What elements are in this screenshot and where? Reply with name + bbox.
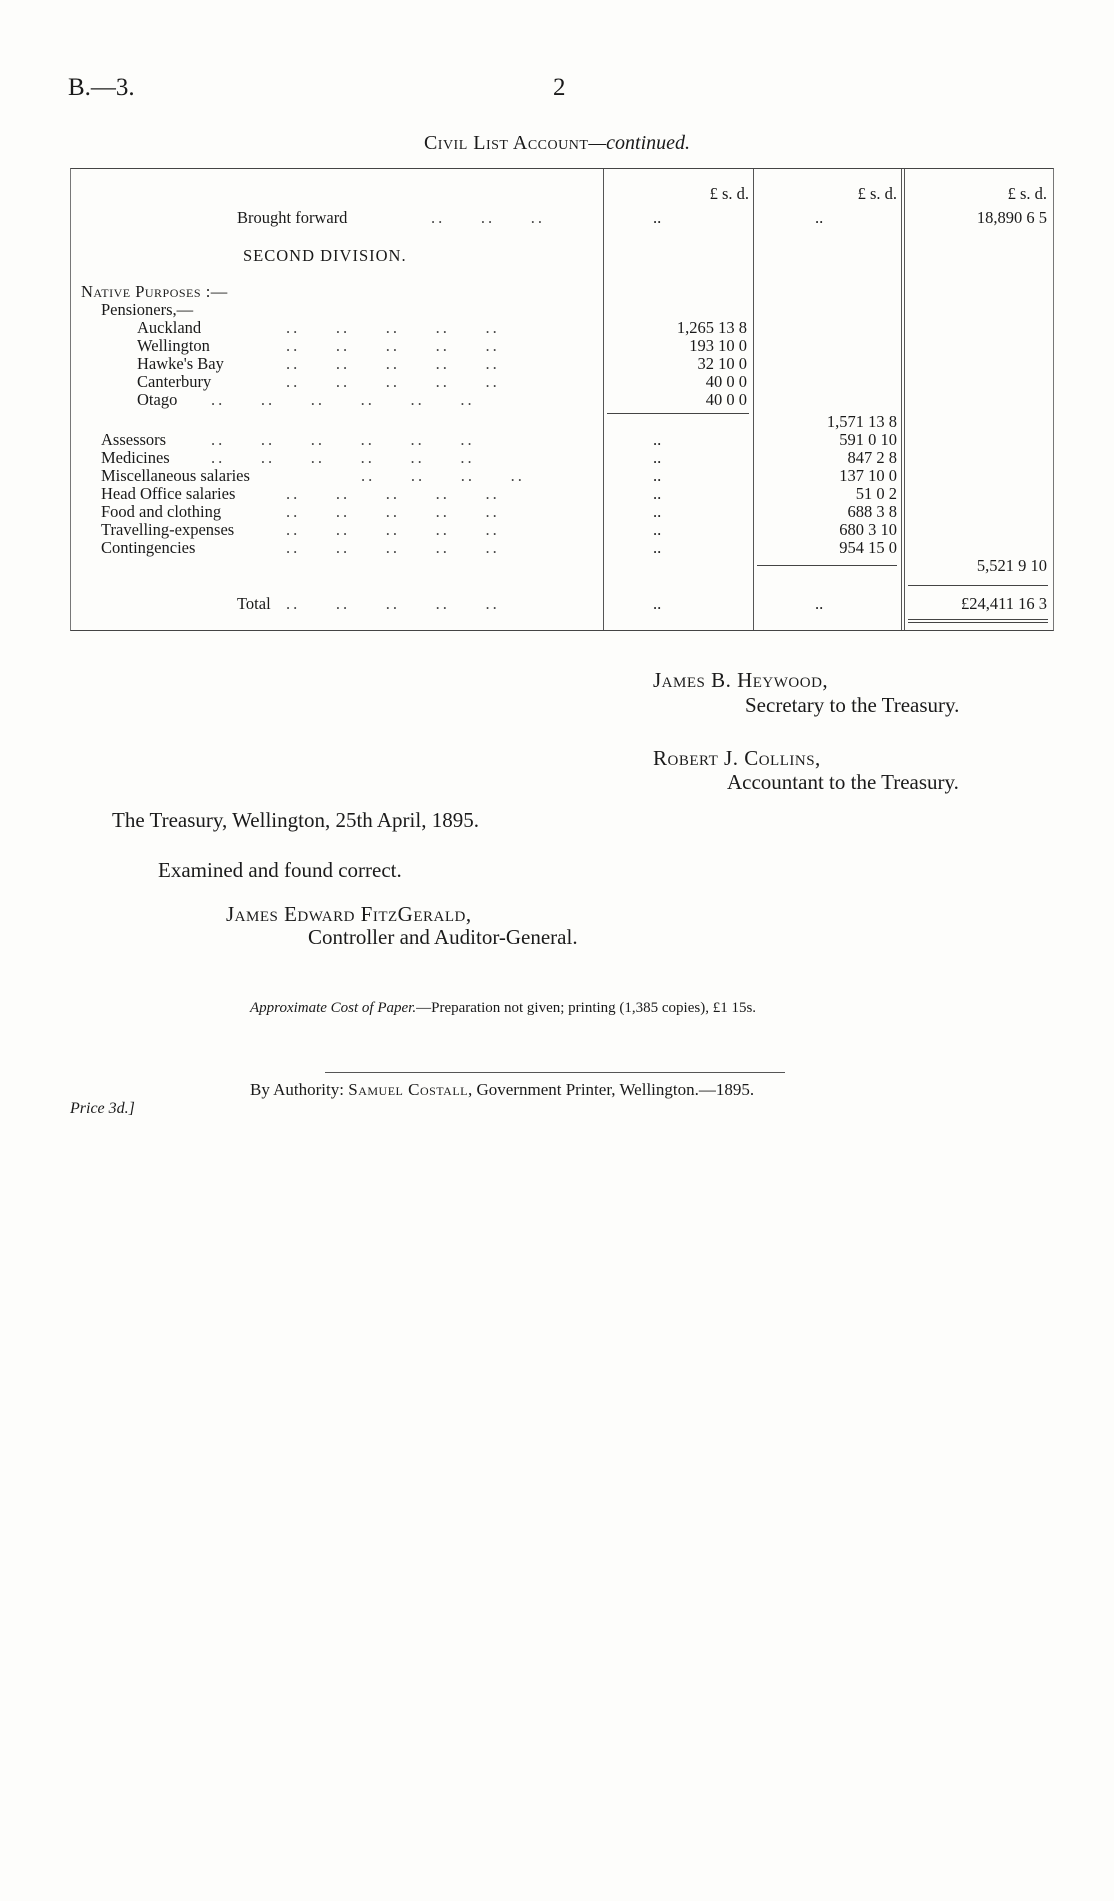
item-label: Miscellaneous salaries [101,466,250,485]
title-suffix: —continued. [588,132,691,154]
item-label: Food and clothing [101,502,222,521]
total-c2: .. [815,594,824,613]
leader-dots: .. .. .. [431,208,545,227]
auditor-name: James Edward FitzGerald, [226,902,472,926]
item-label: Medicines [101,448,170,467]
item-c2: 51 0 2 [855,484,897,503]
item-c2: 591 0 10 [839,430,897,449]
item-c2: 680 3 10 [839,520,897,539]
authority-suffix: , Government Printer, Wellington.—1895. [467,1080,755,1099]
footer-rule [325,1072,785,1073]
pensioner-value: 193 10 0 [689,336,747,355]
printer-authority [250,1080,754,1100]
leader-dots: .. .. .. .. .. [286,538,500,557]
leader-dots: .. .. .. .. [361,466,525,485]
pensioner-value: 32 10 0 [697,354,747,373]
col-header-2: £ s. d. [857,184,897,203]
auditor-title: Controller and Auditor-General. [308,925,578,949]
item-c1: .. [653,448,662,467]
division-total: 5,521 9 10 [976,556,1047,575]
item-c1: .. [653,484,662,503]
page-number: 2 [553,74,566,101]
total-c1: .. [653,594,662,613]
title-main: Civil List Account [423,132,589,154]
leader-dots: .. .. .. .. .. [286,502,500,521]
page-title [0,132,1114,155]
pensioner-label: Canterbury [137,372,212,391]
item-c2: 137 10 0 [839,466,897,485]
pensioners-total: 1,571 13 8 [826,412,897,431]
item-c2: 847 2 8 [847,448,897,467]
pensioner-label: Otago [137,390,178,409]
leader-dots: .. .. .. .. .. .. [211,390,475,409]
leader-dots: .. .. .. .. .. [286,336,500,355]
leader-dots: .. .. .. .. .. [286,520,500,539]
item-c1: .. [653,538,662,557]
authority-prefix: By Authority: [250,1080,344,1099]
signatory-1-title: Secretary to the Treasury. [745,693,960,717]
col-header-3: £ s. d. [1007,184,1047,203]
pensioner-label: Auckland [137,318,202,337]
brought-forward-c2: .. [815,208,824,227]
item-label: Travelling-expenses [101,520,235,539]
signatory-1-name: James B. Heywood, [653,668,829,692]
item-c1: .. [653,466,662,485]
item-c2: 954 15 0 [839,538,897,557]
leader-dots: .. .. .. .. .. [286,484,500,503]
leader-dots: .. .. .. .. .. [286,594,500,613]
brought-forward-c3: 18,890 6 5 [976,208,1047,227]
pensioner-label: Wellington [137,336,210,355]
item-c1: .. [653,430,662,449]
item-c2: 688 3 8 [847,502,897,521]
total-label: Total [237,594,271,613]
leader-dots: .. .. .. .. .. .. [211,448,475,467]
brought-forward-c1: .. [653,208,662,227]
section-heading: Native Purposes :— [81,282,228,301]
col-header-1: £ s. d. [709,184,749,203]
cost-note [250,1000,756,1017]
subsection-heading: Pensioners,— [101,300,194,319]
pensioner-value: 40 0 0 [705,390,747,409]
pensioner-value: 1,265 13 8 [676,318,747,337]
place-date: The Treasury, Wellington, 25th April, 1895. [112,808,479,832]
cost-label: Approximate Cost of Paper. [250,1000,417,1016]
pensioner-label: Hawke's Bay [137,354,224,373]
item-c1: .. [653,502,662,521]
leader-dots: .. .. .. .. .. [286,372,500,391]
civil-list-table [70,168,1054,631]
document-reference: B.—3. [68,74,135,101]
brought-forward-label: Brought forward [237,208,348,227]
item-label: Head Office salaries [101,484,236,503]
item-label: Assessors [101,430,167,449]
total-c3: £24,411 16 3 [960,594,1047,613]
cost-text: —Preparation not given; printing (1,385 copies), £1 15s. [416,1000,757,1016]
leader-dots: .. .. .. .. .. .. [211,430,475,449]
pensioner-value: 40 0 0 [705,372,747,391]
leader-dots: .. .. .. .. .. [286,318,500,337]
leader-dots: .. .. .. .. .. [286,354,500,373]
item-c1: .. [653,520,662,539]
authority-name: Samuel Costall [348,1080,468,1099]
examined-text: Examined and found correct. [158,858,402,882]
division-heading: SECOND DIVISION. [243,246,407,265]
signatory-2-name: Robert J. Collins, [653,746,821,770]
item-label: Contingencies [101,538,196,557]
signatory-2-title: Accountant to the Treasury. [727,770,959,794]
price: Price 3d.] [70,1100,135,1117]
